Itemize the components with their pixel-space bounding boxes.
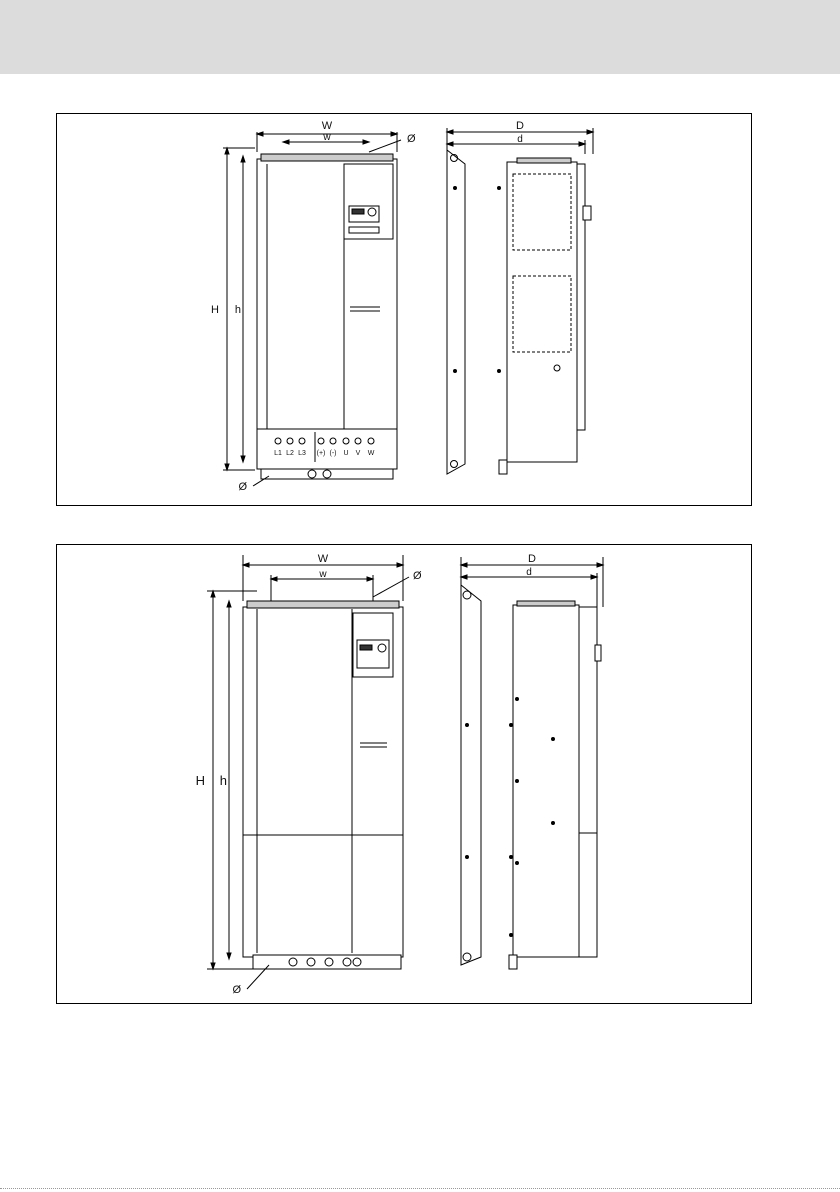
hole-label-bottom: Ø <box>238 481 247 493</box>
hole-label-top: Ø <box>413 570 422 582</box>
terminal-label: L3 <box>298 450 306 457</box>
terminal-label: L1 <box>274 450 282 457</box>
front-view-1 <box>211 120 416 493</box>
depth-label: D <box>528 553 536 565</box>
width-label: W <box>317 553 329 565</box>
height-label: H <box>211 304 219 316</box>
terminal-label: V <box>355 450 361 457</box>
hole-label-top: Ø <box>407 133 416 145</box>
height-label: H <box>195 773 205 788</box>
side-view-2 <box>461 553 603 969</box>
width-label: W <box>321 120 333 132</box>
terminal-label: W <box>367 450 375 457</box>
mount-width-label: w <box>323 132 331 143</box>
side-view-1 <box>447 120 593 474</box>
terminal-label: L2 <box>286 450 294 457</box>
dimension-drawing-panel-2 <box>56 544 752 1004</box>
mount-width-label: w <box>319 569 327 580</box>
mount-height-label: h <box>219 773 227 788</box>
footer-divider <box>0 1188 840 1189</box>
terminal-label: (-) <box>329 450 337 457</box>
mount-depth-label: d <box>517 134 523 145</box>
depth-label: D <box>516 120 524 132</box>
mount-depth-label: d <box>526 567 532 578</box>
mount-height-label: h <box>234 304 241 316</box>
page-header-band <box>0 0 840 74</box>
dimension-drawing-panel-1 <box>56 113 752 506</box>
hole-label-bottom: Ø <box>232 984 241 996</box>
terminal-label: U <box>343 450 349 457</box>
terminal-label: (+) <box>316 450 326 457</box>
front-view-2 <box>196 553 422 996</box>
